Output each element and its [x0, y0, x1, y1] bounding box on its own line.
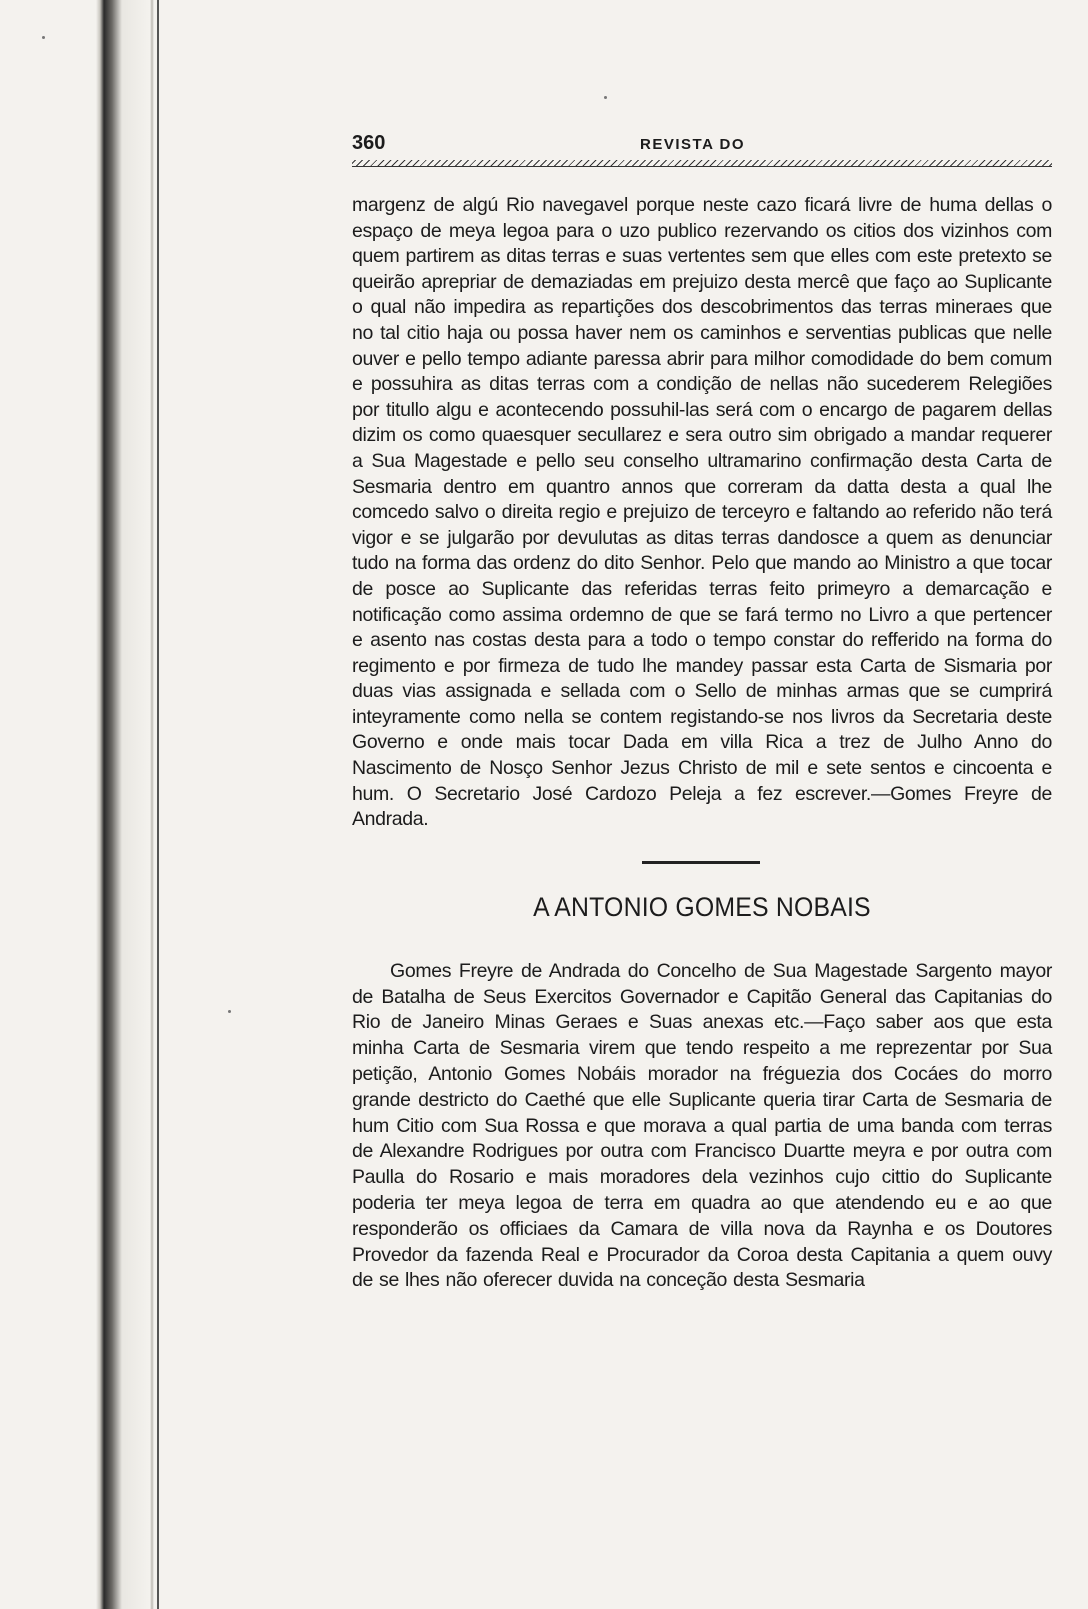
section-paragraph: Gomes Freyre de Andrada do Concelho de Sua Magestade Sargento mayor de Batalha de Seus Exercitos Governador e Capitão General das Capitanias do Rio de Janeiro Minas Geraes e Suas anexas etc.—Faço saber aos que esta minha Carta de Sesmaria virem que tendo respeito a me reprezentar por Sua petição, Antonio Gomes Nobáis morador na fréguezia dos Cocáes do morro grande destricto do Caethé que elle Suplicante queria tirar Carta de Sesmaria de hum Citio com Sua Rossa e que morava a qual partia de uma banda com terras de Alexandre Rodrigues por outra com Francisco Duartte meyra e por outra com Paulla do Rosario e mais moradores dela vezinhos cujo cittio do Suplicante poderia ter meya legoa de terra em quadra ao que atendendo eu e ao que responderão os officiaes da Camara de villa nova da Raynha e os Doutores Provedor da fazenda Real e Procurador da Coroa desta Capitania a quem ouvy de se lhes não oferecer duvida na conceção desta Sesmaria — [352, 959, 1052, 1292]
section-title: A ANTONIO GOMES NOBAIS — [533, 891, 871, 922]
gutter-edge-line — [157, 0, 159, 1609]
page-number: 360 — [352, 132, 386, 154]
book-page — [352, 118, 1052, 1314]
scan-speck — [42, 36, 45, 39]
section-separator — [642, 861, 760, 864]
running-head: REVISTA DO — [640, 136, 746, 153]
header-rule — [352, 160, 1052, 167]
scan-speck — [228, 1010, 231, 1013]
page-header — [352, 118, 1052, 154]
book-binding-gutter — [0, 0, 165, 1609]
scan-speck — [604, 96, 607, 99]
body-paragraph: margenz de algú Rio navegavel porque neste cazo ficará livre de huma dellas o espaço de meya legoa para o uzo publico rezervando os citios dos vizinhos com quem partirem as ditas terras e suas vertentes sem que elles com este pretexto se queirão aprepriar de demaziadas em prejuizo desta mercê que faço ao Suplicante o qual não impedira as repartições dos descobrimentos das terras mineraes que no tal citio haja ou possa haver nem os caminhos e serventias publicas que nelle ouver e pello tempo adiante paressa abrir para milhor comodidade do bem comum e possuhira as ditas terras com a condição de nellas não sucederem Relegiões por titullo algu e acontecendo possuhil-las será com o encargo de pagarem dellas dizim os como quaesquer secullarez e sera outro sim obrigado a mandar requerer a Sua Magestade e pello seu conselho ultramarino confirmação desta Carta de Sesmaria dentro em quantro annos que correram da datta desta a qual lhe comcedo salvo o direita regio e prejuizo de terceyro e faltando ao referido não terá vigor e se julgarão por devulutas as ditas terras dandosce a quem as denunciar tudo na forma das ordenz do dito Senhor. Pelo que mando ao Ministro a que tocar de posce ao Suplicante das referidas terras feito primeyro a demarcação e notificação como assima ordemno de que se fará termo no Livro a que pertencer e asento nas costas desta para a todo o tempo constar do refferido na forma do regimento e por firmeza de tudo lhe mandey passar esta Carta de Sismaria por duas vias assignada e sellada com o Sello de minhas armas que se cumprirá inteyramente como nella se contem registando-se nos livros da Secretaria deste Governo e onde mais tocar Dada em villa Rica a trez de Julho Anno do Nascimento de Nosço Senhor Jezus Christo de mil e sete sentos e cincoenta e hum. O Secretario José Cardozo Peleja a fez escrever.—Gomes Freyre de Andrada. — [352, 194, 1052, 831]
